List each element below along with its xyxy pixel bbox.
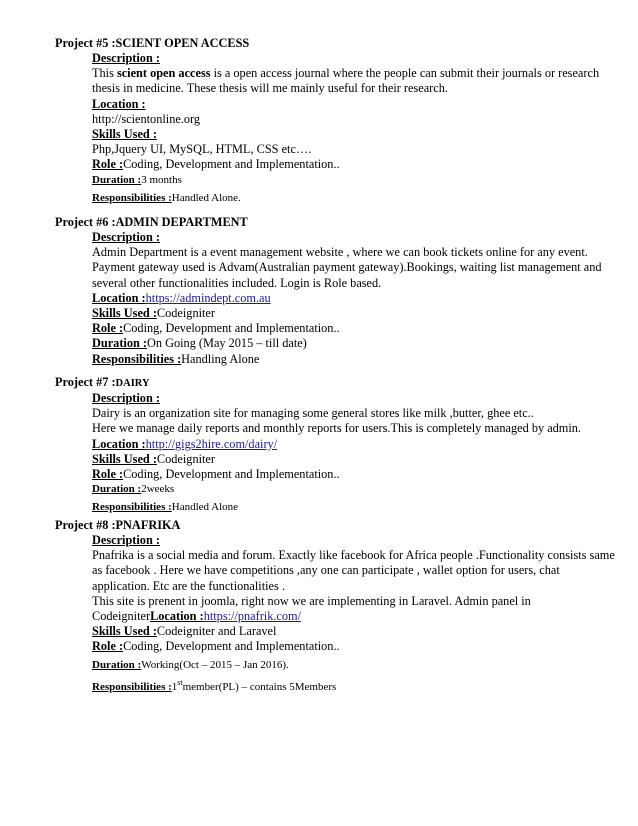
location-row [92,437,612,452]
role-label: Role : [92,321,124,336]
role-value: Coding, Development and Implementation.. [123,321,340,336]
responsibilities-row [92,500,612,515]
duration-value: Working(Oct – 2015 – Jan 2016). [141,658,289,671]
location-row [92,291,612,306]
skills-value: Codeigniter [156,306,215,321]
skills-label: Skills Used : [92,451,157,466]
duration-label: Duration : [92,658,142,671]
description-line: This site is prenent in joomla, right now we are implementing in Laravel. Admin panel in [92,593,531,608]
project-name: DAIRY [115,378,150,389]
description-label: Description : [92,230,160,244]
description-bold: scient open access [116,66,211,81]
skills-label: Skills Used : [92,127,157,142]
ordinal-suffix: st [177,677,183,687]
skills-row [92,624,612,639]
skills-label: Skills Used : [92,624,157,639]
responsibilities-label: Responsibilities : [92,680,172,693]
duration-label: Duration : [92,483,142,496]
description-line: Codeigniter [92,609,151,624]
duration-row [92,658,612,673]
project-5 [55,36,615,206]
description-line: application. Etc are the functionalities . [92,578,285,593]
role-label: Role : [92,467,124,482]
responsibilities-value: Handling Alone [181,351,260,366]
responsibilities-row [92,677,612,695]
responsibilities-value: Handled Alone. [171,191,241,204]
location-link[interactable]: https://admindept.com.au [145,290,271,305]
role-row [92,321,612,336]
project-body [92,533,615,695]
duration-row [92,173,612,188]
role-value: Coding, Development and Implementation.. [123,157,340,172]
responsibilities-value: member(PL) – contains 5Members [182,680,337,693]
duration-row [92,336,612,351]
duration-label: Duration : [92,173,142,186]
description-line: several other functionalities included. Login is Role based. [92,275,382,290]
description-line: Pnafrika is a social media and forum. Exactly like facebook for Africa people .Functionality consists same [92,548,615,563]
description-label: Description : [92,51,160,65]
location-link[interactable]: http://gigs2hire.com/dairy/ [145,436,278,451]
role-row [92,157,612,172]
project-heading: Project #7 :DAIRY [55,375,150,389]
skills-value: Codeigniter [156,451,215,466]
responsibilities-label: Responsibilities : [92,191,172,204]
duration-label: Duration : [92,336,147,351]
description-line: This scient open access is a open access journal where the people can submit their journals or research [92,66,600,81]
responsibilities-row [92,191,612,206]
description-line: as facebook . Here we have competitions ,any one can participate , wallet option for users, chat [92,563,560,578]
location-label: Location : [92,96,146,111]
description-line: Payment gateway used is Advam(Australian payment gateway).Bookings, waiting list management and [92,260,602,275]
description-line: Admin Department is a event management website , where we can book tickets online for any event. [92,245,588,260]
project-heading: Project #8 :PNAFRIKA [55,518,181,532]
project-heading: Project #6 :ADMIN DEPARTMENT [55,215,248,229]
description-location-row [92,609,612,624]
description-line: Dairy is an organization site for managing some general stores like milk ,butter, ghee etc.. [92,406,534,421]
description-label: Description : [92,391,160,405]
role-value: Coding, Development and Implementation.. [123,639,340,654]
description-label: Description : [92,533,160,547]
responsibilities-label: Responsibilities : [92,501,172,514]
role-row [92,639,612,654]
responsibilities-row [92,352,612,367]
responsibilities-label: Responsibilities : [92,351,182,366]
location-value: http://scientonline.org [92,111,201,126]
skills-value: Php,Jquery UI, MySQL, HTML, CSS etc…. [92,142,312,157]
project-6 [55,215,615,367]
location-label: Location : [150,609,204,624]
responsibilities-number: 1 [171,680,178,693]
project-body [92,391,612,516]
responsibilities-value: Handled Alone [171,501,239,514]
project-8 [55,518,615,695]
description-line: thesis in medicine. These thesis will me mainly useful for their research. [92,81,448,96]
project-7 [55,375,615,516]
project-body [92,51,612,206]
location-label: Location : [92,436,146,451]
duration-value: 3 months [141,173,182,186]
role-label: Role : [92,157,124,172]
role-value: Coding, Development and Implementation.. [123,467,340,482]
skills-label: Skills Used : [92,306,157,321]
duration-value: On Going (May 2015 – till date) [147,336,307,351]
project-body [92,230,612,367]
description-line: Here we manage daily reports and monthly reports for users.This is completely managed by admin. [92,421,582,436]
location-link[interactable]: https://pnafrik.com/ [203,609,302,624]
skills-value: Codeigniter and Laravel [156,624,277,639]
duration-value: 2weeks [141,483,175,496]
skills-row [92,306,612,321]
location-label: Location : [92,290,146,305]
duration-row [92,482,612,497]
project-heading: Project #5 :SCIENT OPEN ACCESS [55,36,250,50]
skills-row [92,452,612,467]
role-label: Role : [92,639,124,654]
role-row [92,467,612,482]
